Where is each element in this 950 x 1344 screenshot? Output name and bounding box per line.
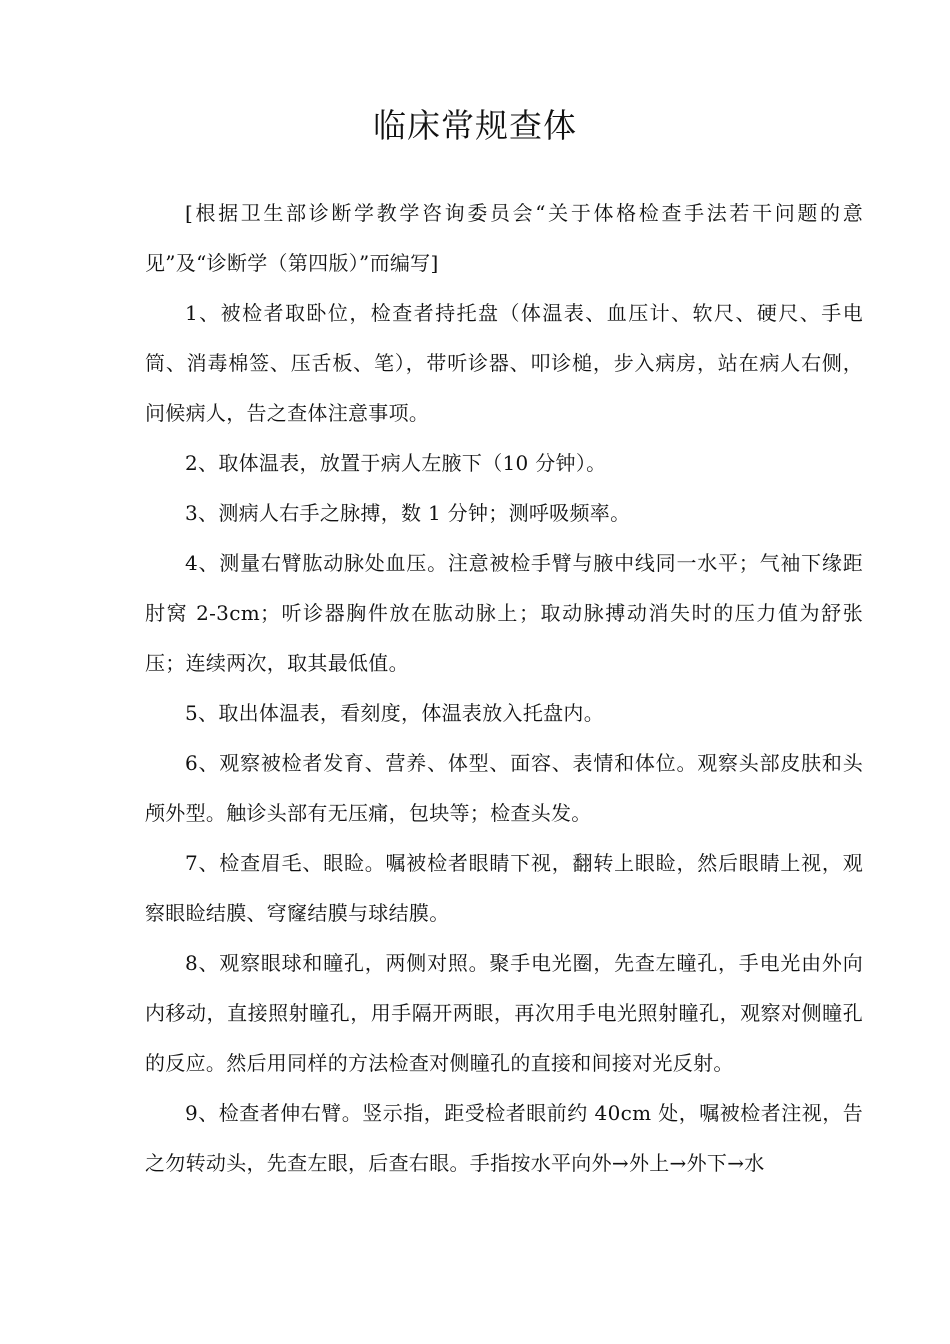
paragraph-step-3: 3、测病人右手之脉搏，数 1 分钟；测呼吸频率。 — [185, 501, 631, 525]
paragraph-step-8: 8、观察眼球和瞳孔，两侧对照。聚手电光圈，先查左瞳孔，手电光由外向内移动，直接照射瞳孔，用手隔开两眼，再次用手电光照射瞳孔，观察对侧瞳孔的反应。然后用同样的方法检查对侧瞳孔的直接和间接对光反射。 — [145, 951, 863, 1075]
paragraph-step-2: 2、取体温表，放置于病人左腋下（10 分钟）。 — [185, 451, 607, 475]
paragraph-step-7: 7、检查眉毛、眼睑。嘱被检者眼睛下视，翻转上眼睑，然后眼睛上视，观察眼睑结膜、穹窿结膜与球结膜。 — [145, 851, 863, 925]
paragraph-source-note: [根据卫生部诊断学教学咨询委员会“关于体格检查手法若干问题的意见”及“诊断学（第四版）”而编写] — [145, 201, 863, 275]
paragraph-step-5: 5、取出体温表，看刻度，体温表放入托盘内。 — [185, 701, 605, 725]
document-body — [145, 188, 863, 1188]
page-title: 临床常规查体 — [373, 106, 577, 145]
paragraph-step-4: 4、测量右臂肱动脉处血压。注意被检手臂与腋中线同一水平；气袖下缘距肘窝 2-3cm；听诊器胸件放在肱动脉上；取动脉搏动消失时的压力值为舒张压；连续两次，取其最低值。 — [145, 551, 863, 675]
paragraph-step-1: 1、被检者取卧位，检查者持托盘（体温表、血压计、软尺、硬尺、手电筒、消毒棉签、压舌板、笔），带听诊器、叩诊槌，步入病房，站在病人右侧，问候病人，告之查体注意事项。 — [145, 301, 863, 425]
paragraph-step-6: 6、观察被检者发育、营养、体型、面容、表情和体位。观察头部皮肤和头颅外型。触诊头部有无压痛，包块等；检查头发。 — [145, 751, 863, 825]
paragraph-step-9: 9、检查者伸右臂。竖示指，距受检者眼前约 40cm 处，嘱被检者注视，告之勿转动头，先查左眼，后查右眼。手指按水平向外→外上→外下→水 — [145, 1101, 863, 1175]
